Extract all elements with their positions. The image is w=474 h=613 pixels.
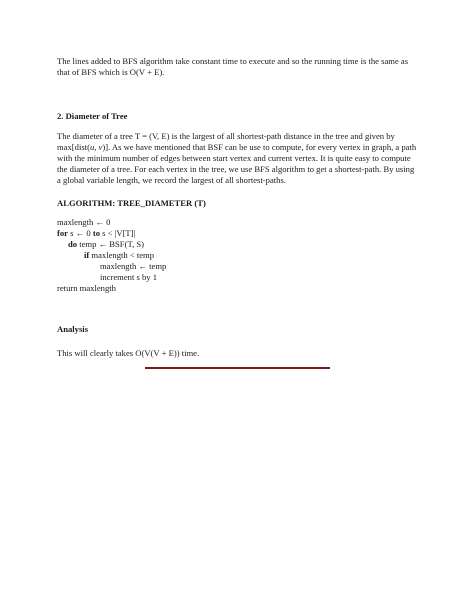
algorithm-heading: ALGORITHM: TREE_DIAMETER (T) [57,198,206,208]
algo-line-6: increment s by 1 [100,272,158,282]
analysis-paragraph: This will clearly takes O(V(V + E)) time. [57,348,200,358]
section-divider [145,367,330,369]
var-v: v [98,142,103,152]
section-text-end: )]. As we have mentioned that BSF can be use to compute, for every vertex in graph, a path with the minimum number of edges between start vertex and current vertex. It is quite easy to compute the diameter of a tree. For each vertex in the tree, we use BFS algorithm to get a shortest-path. By using a global variable length, we record the largest of all shortest-paths. [57,142,417,185]
keyword-for: for [57,228,68,238]
keyword-to: to [92,228,100,238]
for-bound: s < |V[T]| [100,228,136,238]
algorithm-pseudocode [57,217,419,294]
intro-paragraph: The lines added to BFS algorithm take constant time to execute and so the running time is the same as that of BFS which is O(V + E). [57,56,409,77]
section-text-start: The diameter of a tree T = (V, E) is the largest of all shortest-path distance in the tree and given by max[dist( [57,131,395,152]
keyword-if: if [84,250,90,260]
keyword-do: do [68,239,78,249]
if-condition: maxlength < temp [89,250,155,260]
algo-line-1: maxlength ← 0 [57,217,111,227]
algo-line-7: return maxlength [57,283,116,293]
algo-line-5: maxlength ← temp [100,261,167,271]
do-body: temp ← BSF(T, S) [77,239,145,249]
comma: , [94,142,99,152]
algo-line-3 [57,239,419,250]
algo-line-2 [57,228,419,239]
section-paragraph [57,131,419,186]
var-u: u [89,142,95,152]
section-heading: 2. Diameter of Tree [57,111,128,121]
for-init: s ← 0 [67,228,93,238]
algo-line-4 [57,250,419,261]
analysis-heading: Analysis [57,324,89,334]
